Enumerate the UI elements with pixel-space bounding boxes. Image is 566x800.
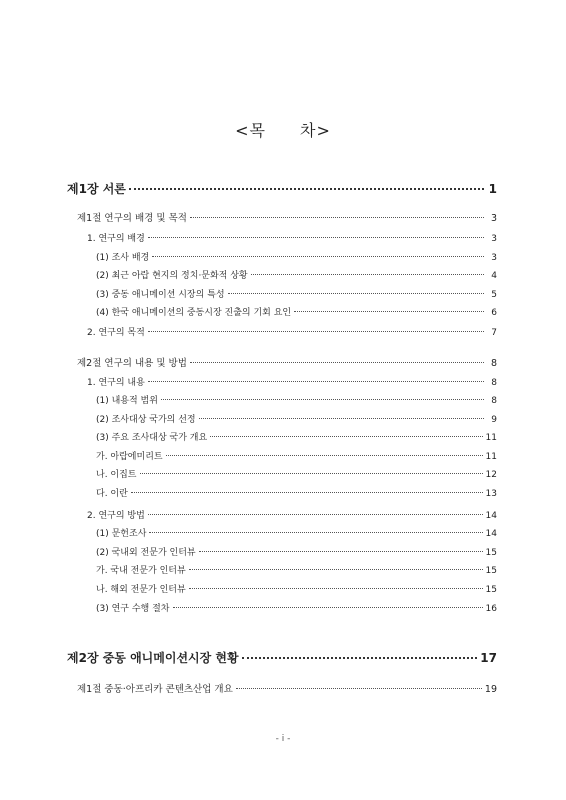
entry-label: 1. 연구의 배경 <box>87 234 145 244</box>
toc-entry-item[interactable] <box>96 486 497 499</box>
entry-label: 제1절 연구의 배경 및 목적 <box>77 213 187 224</box>
toc-entry-section[interactable] <box>77 681 497 695</box>
toc-entry-item[interactable] <box>96 467 497 480</box>
entry-label: 제1절 중동·아프리카 콘텐츠산업 개요 <box>77 684 233 695</box>
entry-page: 17 <box>480 651 497 665</box>
entry-label: 다. 이란 <box>96 489 128 499</box>
entry-label: (1) 내용적 범위 <box>96 396 158 406</box>
toc-entry-item[interactable] <box>96 601 497 614</box>
entry-label: (1) 문헌조사 <box>96 529 147 539</box>
toc-entry-subsection[interactable] <box>87 325 497 338</box>
toc-entry-item[interactable] <box>96 582 497 595</box>
entry-page: 15 <box>485 566 497 576</box>
entry-page: 11 <box>485 452 497 462</box>
toc-title-left: <목 <box>235 121 266 140</box>
toc-entry-item[interactable] <box>96 563 497 576</box>
entry-page: 15 <box>485 585 497 595</box>
toc-entry-item[interactable] <box>96 545 497 558</box>
toc-entry-item[interactable] <box>96 287 497 300</box>
entry-page: 3 <box>490 213 497 224</box>
entry-label: 2. 연구의 목적 <box>87 328 145 338</box>
entry-page: 6 <box>491 308 497 318</box>
toc-entry-item[interactable] <box>96 268 497 281</box>
entry-page: 13 <box>485 489 497 499</box>
entry-page: 7 <box>491 328 497 338</box>
entry-page: 4 <box>491 271 497 281</box>
entry-label: (2) 조사대상 국가의 선정 <box>96 415 196 425</box>
toc-entry-item[interactable] <box>96 449 497 462</box>
entry-page: 14 <box>485 511 497 521</box>
entry-label: 제1장 서론 <box>67 182 126 196</box>
entry-page: 3 <box>491 253 497 263</box>
toc-entry-section[interactable] <box>77 355 497 369</box>
entry-page: 5 <box>491 290 497 300</box>
entry-page: 8 <box>491 378 497 388</box>
entry-page: 19 <box>484 684 497 695</box>
entry-page: 8 <box>490 358 497 369</box>
entry-label: (3) 주요 조사대상 국가 개요 <box>96 433 208 443</box>
entry-label: (3) 중동 애니메이션 시장의 특성 <box>96 290 225 300</box>
toc-entry-subsection[interactable] <box>87 231 497 244</box>
toc-entry-section[interactable] <box>77 210 497 224</box>
toc-entry-subsection[interactable] <box>87 375 497 388</box>
toc-entry-item[interactable] <box>96 250 497 263</box>
entry-page: 3 <box>491 234 497 244</box>
page-number-footer: - i - <box>275 734 291 744</box>
toc-entry-item[interactable] <box>96 430 497 443</box>
entry-page: 14 <box>485 529 497 539</box>
entry-label: (2) 국내외 전문가 인터뷰 <box>96 548 196 558</box>
toc-entry-item[interactable] <box>96 412 497 425</box>
entry-page: 15 <box>485 548 497 558</box>
entry-page: 8 <box>491 396 497 406</box>
entry-label: 제2장 중동 애니메이션시장 현황 <box>67 651 239 665</box>
entry-label: (1) 조사 배경 <box>96 253 150 263</box>
toc-entry-subsection[interactable] <box>87 508 497 521</box>
toc-entry-item[interactable] <box>96 393 497 406</box>
entry-page: 1 <box>488 182 497 196</box>
entry-label: (3) 연구 수행 절차 <box>96 604 170 614</box>
toc-title-right: 차> <box>300 121 331 140</box>
entry-label: 나. 해외 전문가 인터뷰 <box>96 585 186 595</box>
entry-label: 가. 국내 전문가 인터뷰 <box>96 566 186 576</box>
toc-entry-chapter[interactable] <box>67 649 497 666</box>
toc-entry-item[interactable] <box>96 305 497 318</box>
entry-label: (2) 최근 아랍 현지의 정치·문화적 상황 <box>96 271 248 281</box>
entry-page: 9 <box>491 415 497 425</box>
entry-label: (4) 한국 애니메이션의 중동시장 진출의 기회 요인 <box>96 308 292 318</box>
toc-title <box>0 118 566 141</box>
entry-label: 1. 연구의 내용 <box>87 378 145 388</box>
toc-entry-item[interactable] <box>96 526 497 539</box>
entry-label: 제2절 연구의 내용 및 방법 <box>77 358 187 369</box>
entry-page: 11 <box>485 433 497 443</box>
entry-page: 16 <box>485 604 497 614</box>
entry-label: 나. 이집트 <box>96 470 137 480</box>
toc-entry-chapter[interactable] <box>67 180 497 197</box>
entry-label: 가. 아랍에미리트 <box>96 452 163 462</box>
entry-page: 12 <box>485 470 497 480</box>
entry-label: 2. 연구의 방법 <box>87 511 145 521</box>
